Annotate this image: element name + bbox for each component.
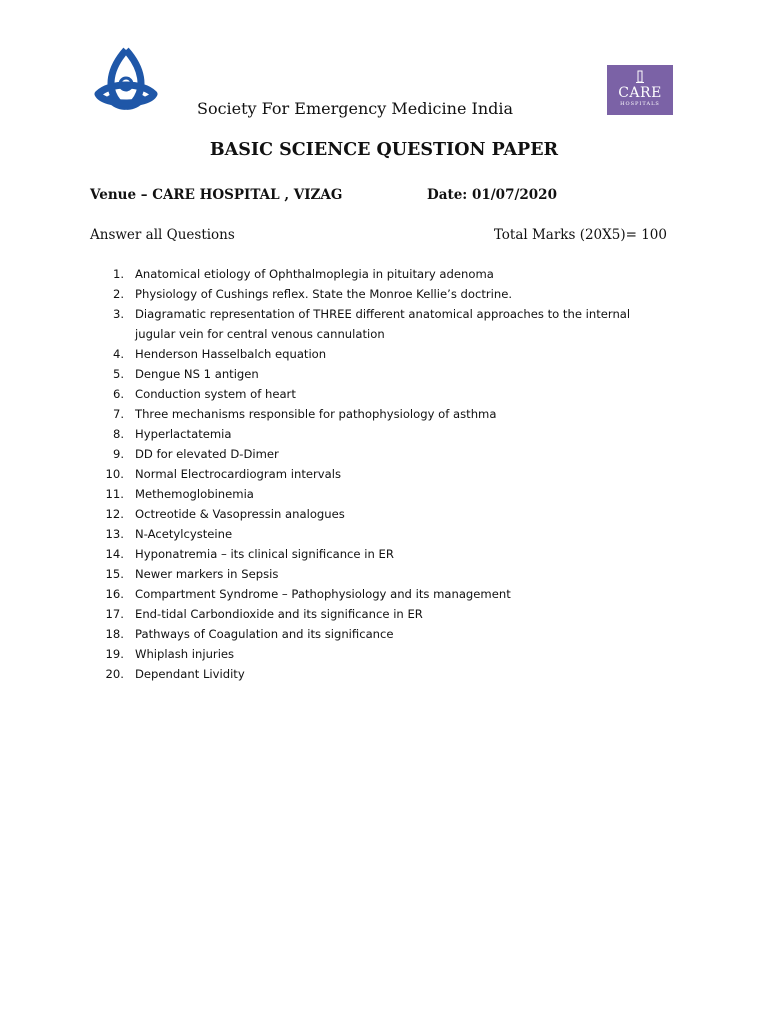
venue-label: Venue – CARE HOSPITAL , VIZAG	[90, 187, 343, 203]
question-text: Physiology of Cushings reflex. State the Monroe Kellie’s doctrine.	[135, 287, 513, 301]
question-text: Compartment Syndrome – Pathophysiology and its management	[135, 587, 511, 601]
question-number: 14.	[105, 547, 124, 561]
question-text: Conduction system of heart	[135, 387, 296, 401]
question-item	[0, 344, 663, 364]
question-number: 6.	[112, 387, 124, 401]
question-number: 5.	[112, 367, 124, 381]
question-text: Methemoglobinemia	[135, 487, 254, 501]
question-item	[0, 424, 663, 444]
question-item	[0, 484, 663, 504]
question-item	[0, 564, 663, 584]
question-text: Henderson Hasselbalch equation	[135, 347, 327, 361]
question-text: N-Acetylcysteine	[135, 527, 233, 541]
question-number: 9.	[112, 447, 124, 461]
question-number: 17.	[105, 607, 124, 621]
question-text: Newer markers in Sepsis	[135, 567, 279, 581]
question-item	[0, 384, 663, 404]
question-text: Dependant Lividity	[135, 667, 245, 681]
question-number: 1.	[112, 267, 124, 281]
question-item	[0, 524, 663, 544]
question-number: 11.	[105, 487, 124, 501]
question-item	[0, 284, 663, 304]
question-item	[0, 544, 663, 564]
question-item	[0, 464, 663, 484]
society-name: Society For Emergency Medicine India	[196, 99, 514, 118]
question-list	[0, 264, 768, 684]
question-number: 15.	[105, 567, 124, 581]
total-marks: Total Marks (20X5)= 100	[493, 227, 667, 243]
question-number: 20.	[105, 667, 124, 681]
question-number: 7.	[112, 407, 124, 421]
paper-title: BASIC SCIENCE QUESTION PAPER	[209, 140, 559, 160]
question-text: Whiplash injuries	[135, 647, 235, 661]
question-item	[0, 304, 663, 344]
question-item	[0, 664, 663, 684]
question-text: Hyponatremia – its clinical significance in ER	[135, 547, 394, 561]
question-text: Normal Electrocardiogram intervals	[135, 467, 342, 481]
question-text: Hyperlactatemia	[135, 427, 232, 441]
question-item	[0, 604, 663, 624]
question-item	[0, 504, 663, 524]
question-item	[0, 444, 663, 464]
date-label: Date: 01/07/2020	[427, 187, 557, 203]
question-item	[0, 624, 663, 644]
question-number: 10.	[105, 467, 124, 481]
question-item	[0, 264, 663, 284]
question-item	[0, 364, 663, 384]
question-text: End-tidal Carbondioxide and its significance in ER	[135, 607, 423, 621]
question-text: Three mechanisms responsible for pathophysiology of asthma	[135, 407, 497, 421]
question-text: DD for elevated D-Dimer	[135, 447, 279, 461]
question-number: 12.	[105, 507, 124, 521]
care-logo-text: CARE	[618, 85, 662, 101]
question-text: Anatomical etiology of Ophthalmoplegia in pituitary adenoma	[135, 267, 494, 281]
question-number: 18.	[105, 627, 124, 641]
question-item	[0, 404, 663, 424]
question-text: Dengue NS 1 antigen	[135, 367, 259, 381]
care-logo-subtext: HOSPITALS	[620, 101, 660, 107]
question-number: 13.	[105, 527, 124, 541]
question-item	[0, 584, 663, 604]
question-text: Octreotide & Vasopressin analogues	[135, 507, 345, 521]
question-number: 19.	[105, 647, 124, 661]
question-number: 2.	[112, 287, 124, 301]
question-number: 16.	[105, 587, 124, 601]
care-tower-icon	[636, 70, 644, 83]
question-number: 4.	[112, 347, 124, 361]
question-text: Diagramatic representation of THREE different anatomical approaches to the internal jugular vein for central venous cannulation	[135, 307, 631, 341]
question-number: 3.	[112, 307, 124, 321]
question-item	[0, 644, 663, 664]
question-text: Pathways of Coagulation and its significance	[135, 627, 394, 641]
question-number: 8.	[112, 427, 124, 441]
instruction-text: Answer all Questions	[90, 227, 235, 243]
